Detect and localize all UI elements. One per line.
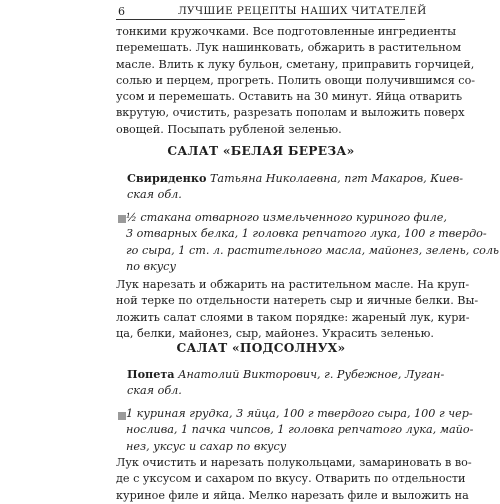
header-rule [116, 19, 405, 20]
page-number: 6 [118, 5, 125, 18]
author-details: Татьяна Николаевна, пгт Макаров, Киев- [209, 172, 464, 185]
ingredients-list [116, 210, 500, 275]
method-paragraph [116, 455, 472, 504]
author-details: ская обл. [127, 384, 182, 398]
ingredient-line: ½ стакана отварного измельченного куриного филе, [126, 211, 447, 224]
text-line: овощей. Посыпать рубленой зеленью. [116, 122, 342, 136]
text-line: ца, белки, майонез, сыр, майонез. Украсить зеленью. [116, 326, 434, 340]
ingredient-line: нослива, 1 пачка чипсов, 1 головка репчатого лука, майо- [126, 423, 474, 437]
ingredient-line: по вкусу [126, 259, 176, 273]
intro-paragraph [116, 24, 476, 138]
text-line: Лук очистить и нарезать полукольцами, замариновать в во- [116, 456, 472, 469]
author-details: ская обл. [127, 188, 182, 202]
text-line: Лук нарезать и обжарить на растительном масле. На круп- [116, 278, 470, 291]
recipe-title: САЛАТ «ПОДСОЛНУХ» [176, 341, 346, 355]
text-line: солью и перцем, прогреть. Полить овощи получившимся со- [116, 73, 476, 87]
text-line: тонкими кружочками. Все подготовленные ингредиенты [116, 25, 456, 38]
ingredient-line: го сыра, 1 ст. л. растительного масла, майонез, зелень, соль [126, 243, 500, 257]
text-line: перемешать. Лук нашинковать, обжарить в растительном [116, 41, 462, 55]
method-paragraph [116, 277, 479, 342]
ingredient-line: 1 куриная грудка, 3 яйца, 100 г твердого сыра, 100 г чер- [126, 407, 473, 420]
page-header [0, 0, 500, 22]
author-surname: Попета [127, 367, 175, 381]
ingredient-line: нез, уксус и сахар по вкусу [126, 439, 287, 453]
recipe-author [127, 170, 464, 204]
text-line: де с уксусом и сахаром по вкусу. Отварить по отдельности [116, 472, 466, 486]
recipe-author [127, 366, 445, 400]
text-line: ной терке по отдельности натереть сыр и яичные белки. Вы- [116, 294, 479, 308]
running-title: ЛУЧШИЕ РЕЦЕПТЫ НАШИХ ЧИТАТЕЛЕЙ [178, 5, 427, 17]
text-line: куриное филе и яйца. Мелко нарезать филе и выложить на [116, 488, 469, 502]
ingredient-line: 3 отварных белка, 1 головка репчатого лука, 100 г твердо- [126, 227, 487, 241]
text-line: вкрутую, очистить, разрезать пополам и выложить поверх [116, 106, 465, 120]
text-line: масле. Влить к луку бульон, сметану, приправить горчицей, [116, 57, 475, 71]
text-line: ложить салат слоями в таком порядке: жареный лук, кури- [116, 310, 470, 324]
ingredients-list [116, 406, 474, 455]
author-details: Анатолий Викторович, г. Рубежное, Луган- [178, 368, 445, 381]
author-surname: Свириденко [127, 171, 207, 185]
text-line: усом и перемешать. Оставить на 30 минут. Яйца отварить [116, 90, 463, 104]
recipe-title: САЛАТ «БЕЛАЯ БЕРЕЗА» [167, 144, 355, 158]
